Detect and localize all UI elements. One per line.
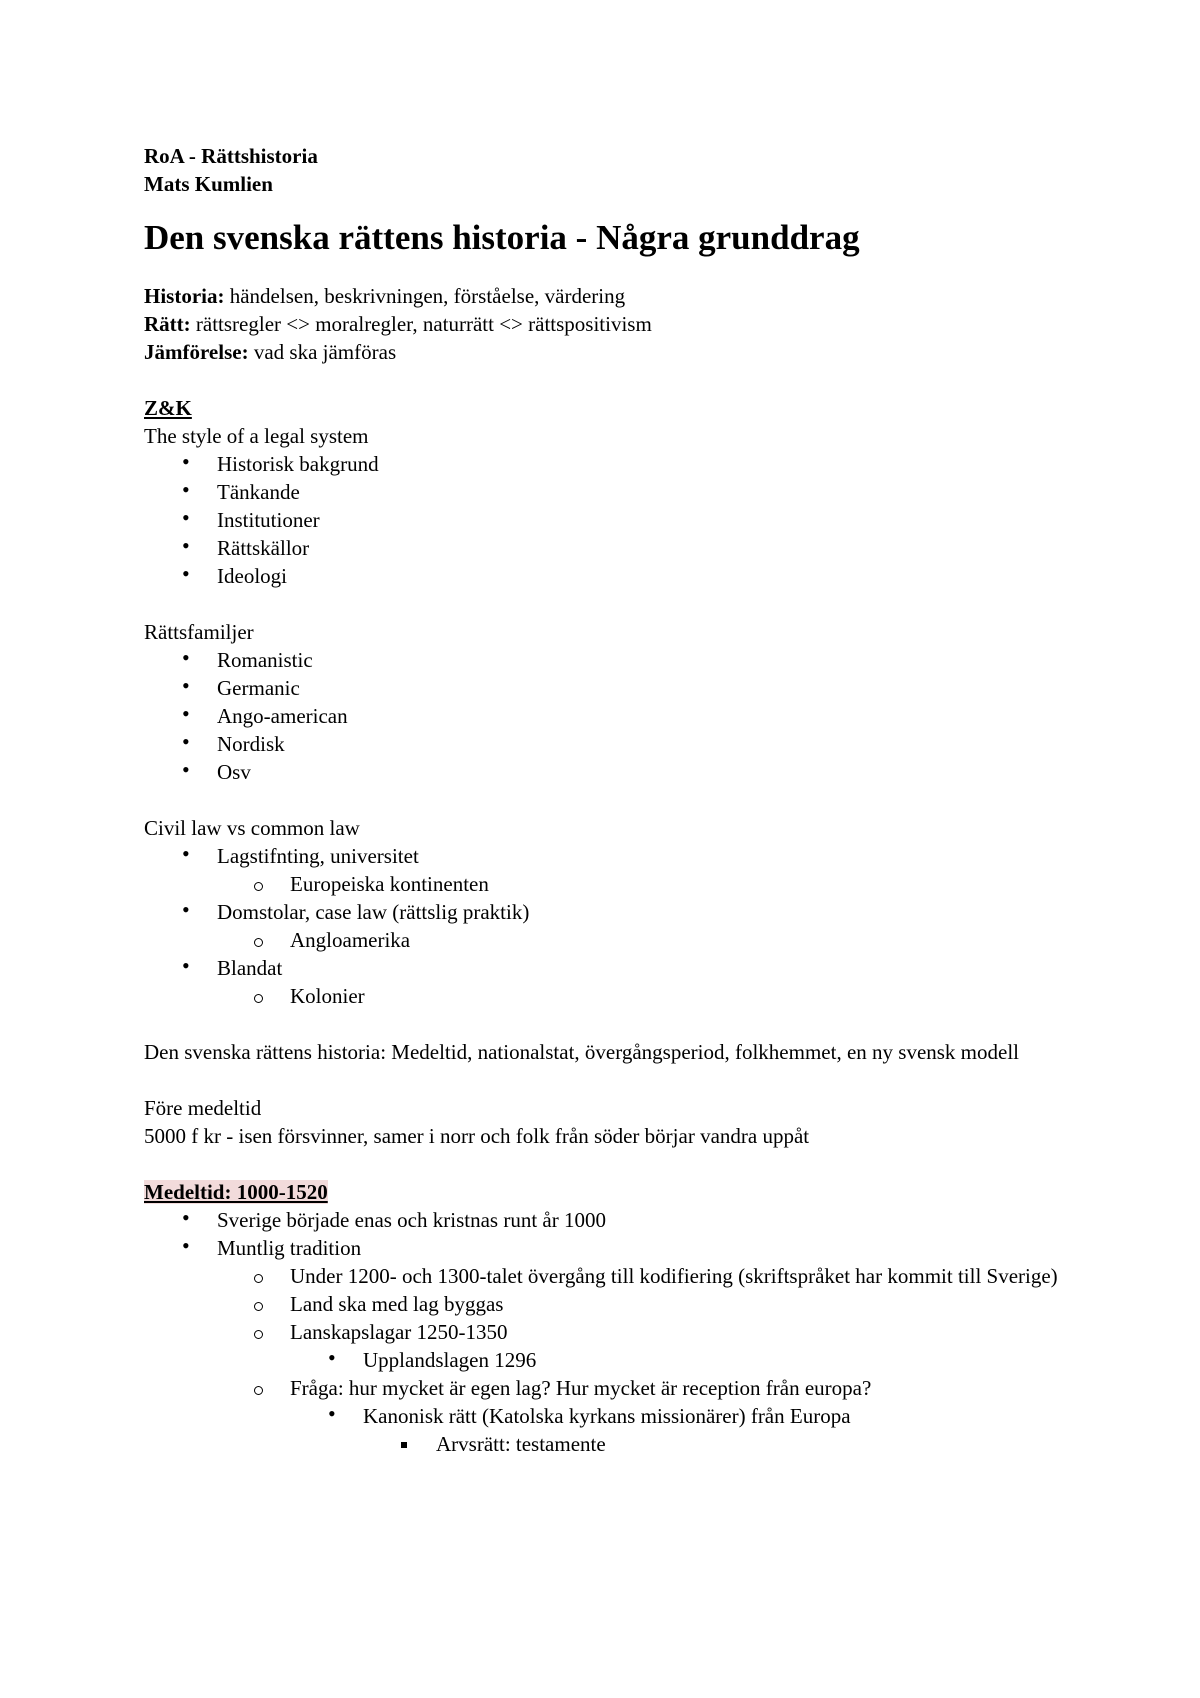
zk-intro: The style of a legal system (144, 424, 369, 448)
list-item: • Nordisk (144, 730, 1064, 758)
list-item: • Ango-american (144, 702, 1064, 730)
sub-sub-sub-list-item: Arvsrätt: testamente (144, 1430, 1064, 1458)
author-name: Mats Kumlien (144, 172, 273, 196)
sub-list-item: Land ska med lag byggas (144, 1290, 1064, 1318)
list-item: • Germanic (144, 674, 1064, 702)
sub-list-item: Angloamerika (144, 926, 1064, 954)
list-item: • Tänkande (144, 478, 1064, 506)
sub-list-item: Fråga: hur mycket är egen lag? Hur mycket är reception från europa? (144, 1374, 1064, 1402)
list-item: • Osv (144, 758, 1064, 786)
pre-medieval-text: 5000 f kr - isen försvinner, samer i norr och folk från söder börjar vandra uppåt (144, 1124, 810, 1148)
sub-list-item: Under 1200- och 1300-talet övergång till kodifiering (skriftspråket har kommit till Sverige) (144, 1262, 1064, 1290)
list-item: • Historisk bakgrund (144, 450, 1064, 478)
definitions (144, 282, 1064, 366)
sub-list-item: Europeiska kontinenten (144, 870, 1064, 898)
course-name: RoA - Rättshistoria (144, 144, 318, 168)
definition-jamforelse: Jämförelse: vad ska jämföras (144, 340, 397, 364)
list-item: • Lagstifnting, universitet (144, 842, 1064, 870)
definition-historia: Historia: händelsen, beskrivningen, förståelse, värdering (144, 284, 626, 308)
families-heading: Rättsfamiljer (144, 620, 254, 644)
list-item: • Muntlig tradition (144, 1234, 1064, 1262)
list-item: • Sverige började enas och kristnas runt år 1000 (144, 1206, 1064, 1234)
list-item: • Rättskällor (144, 534, 1064, 562)
document-body (144, 142, 1064, 1458)
list-item: • Domstolar, case law (rättslig praktik) (144, 898, 1064, 926)
medieval-list (144, 1206, 1064, 1458)
history-summary: Den svenska rättens historia: Medeltid, nationalstat, övergångsperiod, folkhemmet, en ny svensk modell (144, 1040, 1020, 1064)
zk-heading: Z&K (144, 396, 192, 420)
sub-sub-list-item: • Kanonisk rätt (Katolska kyrkans missionärer) från Europa (144, 1402, 1064, 1430)
pre-medieval-heading: Före medeltid (144, 1096, 262, 1120)
civil-heading: Civil law vs common law (144, 816, 360, 840)
sub-sub-list-item: • Upplandslagen 1296 (144, 1346, 1064, 1374)
list-item: • Blandat (144, 954, 1064, 982)
definition-ratt: Rätt: rättsregler <> moralregler, naturrätt <> rättspositivism (144, 312, 652, 336)
medieval-heading-line (144, 1178, 1064, 1206)
sub-list-item: Lanskapslagar 1250-1350 (144, 1318, 1064, 1346)
medieval-heading: Medeltid: 1000-1520 (144, 1180, 328, 1204)
sub-list-item: Kolonier (144, 982, 1064, 1010)
civil-list (144, 842, 1064, 1010)
families-list (144, 646, 1064, 786)
document-title: Den svenska rättens historia - Några grunddrag (144, 218, 860, 257)
list-item: • Ideologi (144, 562, 1064, 590)
list-item: • Institutioner (144, 506, 1064, 534)
zk-list (144, 450, 1064, 590)
list-item: • Romanistic (144, 646, 1064, 674)
